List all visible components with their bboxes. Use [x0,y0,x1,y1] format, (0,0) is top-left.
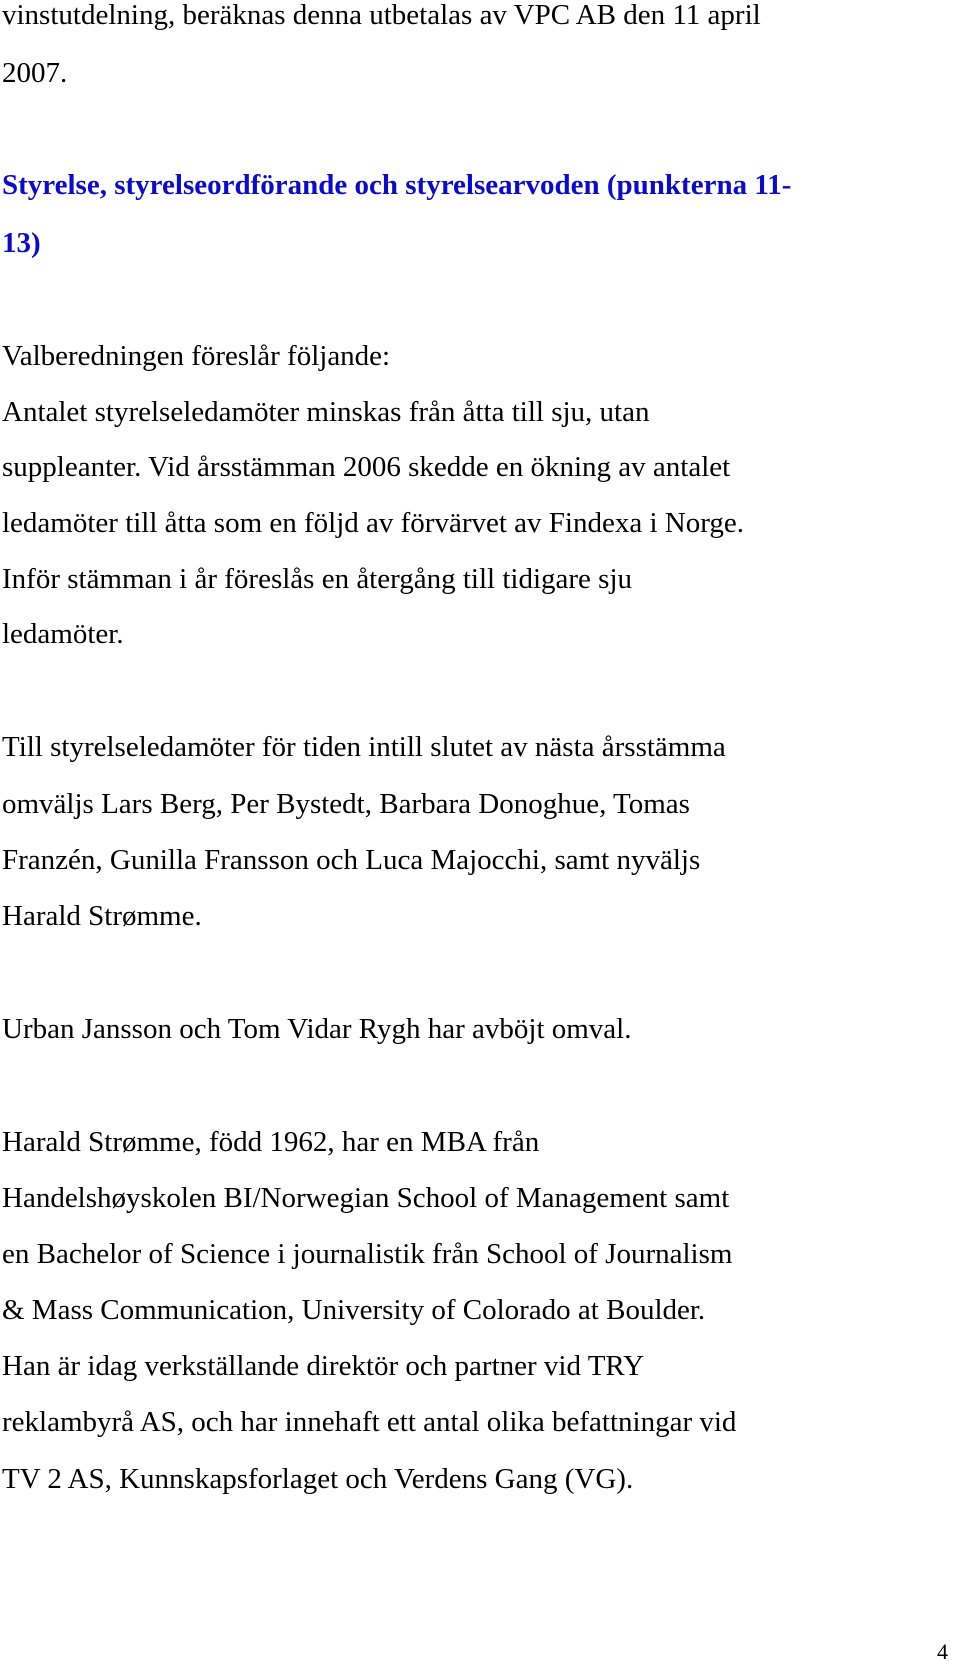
paragraph-line: Harald Strømme, född 1962, har en MBA från [2,1126,540,1158]
paragraph-line: Till styrelseledamöter för tiden intill slutet av nästa årsstämma [2,731,726,763]
paragraph-line: Han är idag verkställande direktör och partner vid TRY [2,1350,645,1382]
section-heading-line: Styrelse, styrelseordförande och styrelsearvoden (punkterna 11- [2,169,792,201]
paragraph-line: suppleanter. Vid årsstämman 2006 skedde en ökning av antalet [2,451,731,483]
paragraph-line: Urban Jansson och Tom Vidar Rygh har avböjt omval. [2,1013,632,1045]
paragraph-line: Inför stämman i år föreslås en återgång till tidigare sju [2,563,633,595]
section-heading-line: 13) [2,227,41,259]
intro-line: 2007. [2,57,68,89]
paragraph-line: ledamöter. [2,618,124,650]
paragraph-line: Handelshøyskolen BI/Norwegian School of Management samt [2,1182,730,1214]
intro-line: vinstutdelning, beräknas denna utbetalas av VPC AB den 11 april [2,0,761,31]
paragraph-line: Valberedningen föreslår följande: [2,340,391,372]
paragraph-line: Antalet styrelseledamöter minskas från åtta till sju, utan [2,396,650,428]
paragraph-line: Harald Strømme. [2,900,202,932]
page-number: 4 [937,1639,948,1664]
paragraph-line: ledamöter till åtta som en följd av förvärvet av Findexa i Norge. [2,507,744,539]
paragraph-line: omväljs Lars Berg, Per Bystedt, Barbara Donoghue, Tomas [2,788,690,820]
paragraph-line: Franzén, Gunilla Fransson och Luca Majocchi, samt nyväljs [2,844,701,876]
paragraph-line: reklambyrå AS, och har innehaft ett antal olika befattningar vid [2,1406,737,1438]
paragraph-line: en Bachelor of Science i journalistik från School of Journalism [2,1238,733,1270]
paragraph-line: TV 2 AS, Kunnskapsforlaget och Verdens Gang (VG). [2,1463,634,1495]
paragraph-line: & Mass Communication, University of Colorado at Boulder. [2,1294,706,1326]
